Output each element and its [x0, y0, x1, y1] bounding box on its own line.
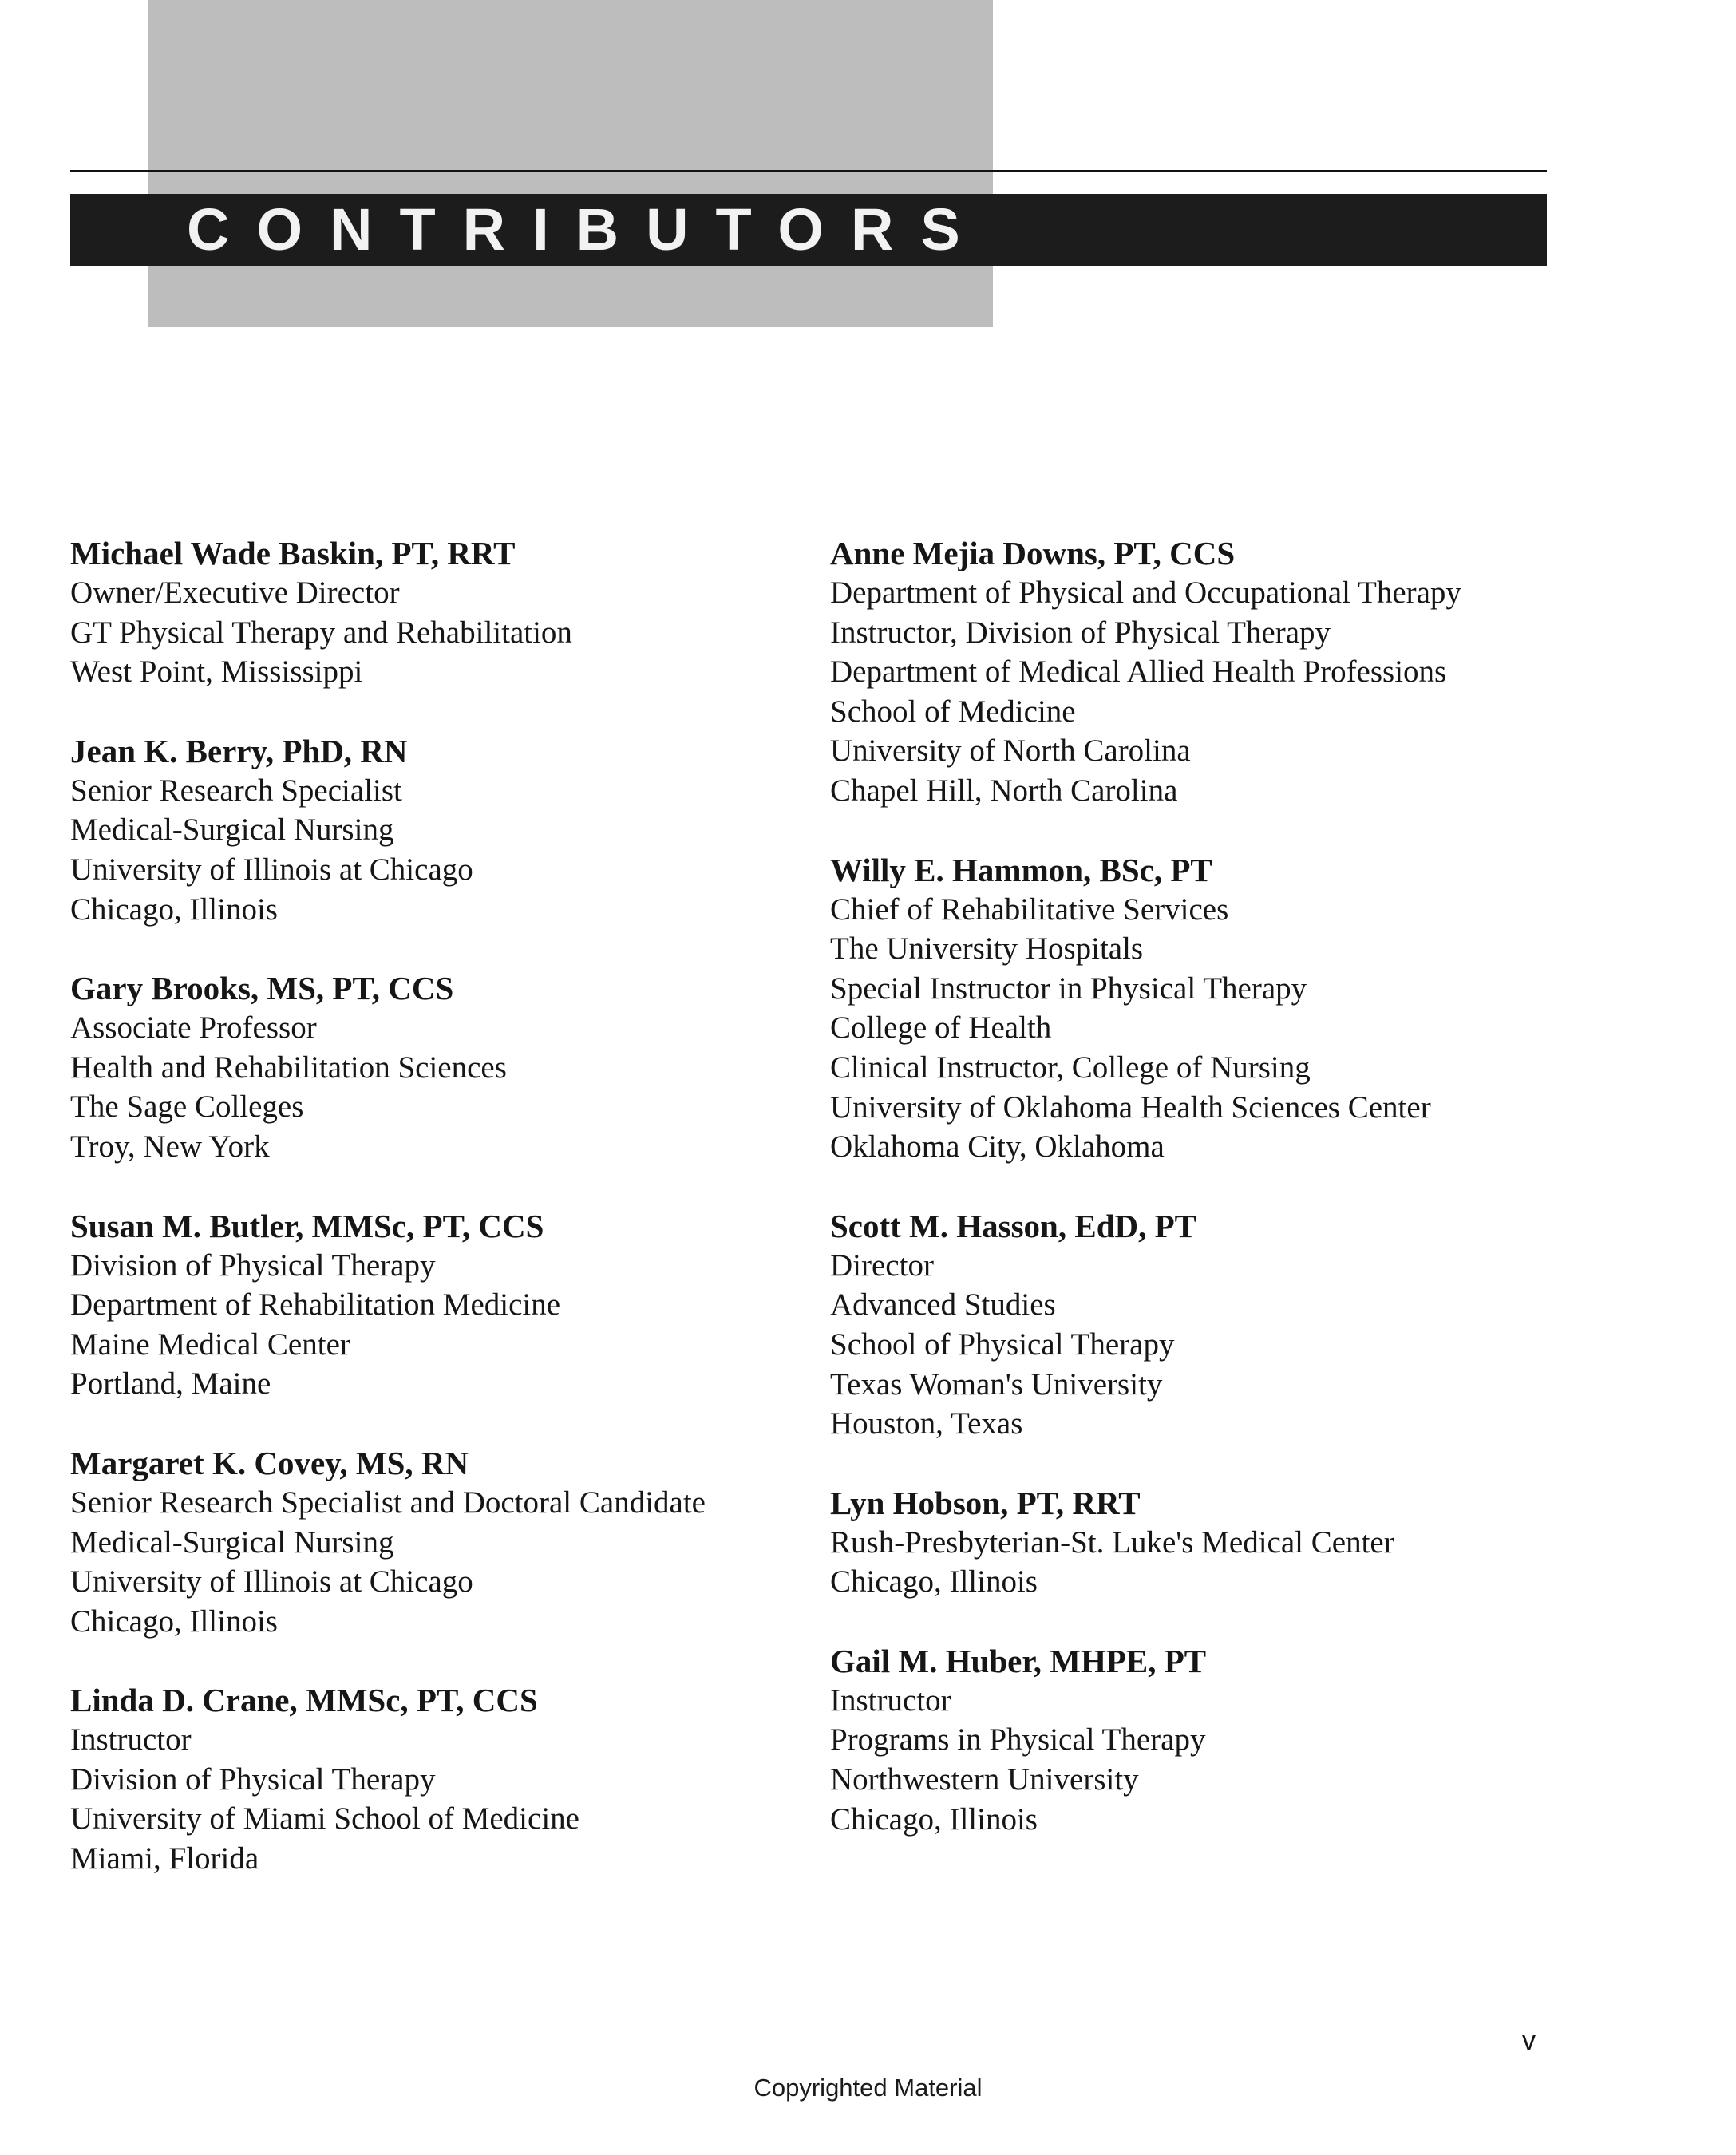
affiliation-line: Senior Research Specialist and Doctoral Candidate: [70, 1485, 706, 1520]
page-number: v: [1522, 2026, 1536, 2056]
affiliation-line: The Sage Colleges: [70, 1089, 304, 1125]
affiliation-line: School of Physical Therapy: [830, 1327, 1175, 1362]
contributor-name: Anne Mejia Downs, PT, CCS: [830, 535, 1236, 571]
affiliation-line: Department of Rehabilitation Medicine: [70, 1287, 561, 1323]
contributor-entry: [70, 1443, 868, 1641]
copyright-footer: Copyrighted Material: [753, 2074, 983, 2102]
contributor-entry: [70, 1680, 868, 1878]
affiliation-line: Health and Rehabilitation Sciences: [70, 1050, 507, 1085]
affiliation-line: Rush-Presbyterian-St. Luke's Medical Center: [830, 1524, 1394, 1560]
contributor-entry: [70, 731, 868, 929]
affiliation-line: Associate Professor: [70, 1010, 317, 1046]
header-gray-block: [148, 0, 993, 327]
contributor-entry: [830, 850, 1580, 1167]
contributor-name: Lyn Hobson, PT, RRT: [830, 1484, 1141, 1521]
contributor-name: Scott M. Hasson, EdD, PT: [830, 1207, 1197, 1244]
affiliation-line: Maine Medical Center: [70, 1327, 350, 1362]
contributor-entry: [830, 1483, 1580, 1602]
affiliation-line: Northwestern University: [830, 1762, 1139, 1797]
affiliation-line: Chicago, Illinois: [70, 1603, 278, 1639]
left-column: [70, 533, 868, 1918]
affiliation-line: Senior Research Specialist: [70, 773, 402, 808]
affiliation-line: Oklahoma City, Oklahoma: [830, 1129, 1165, 1164]
affiliation-line: Department of Medical Allied Health Professions: [830, 654, 1447, 690]
contributor-entry: [830, 1641, 1580, 1839]
contributor-name: Gary Brooks, MS, PT, CCS: [70, 970, 454, 1007]
contributor-name: Michael Wade Baskin, PT, RRT: [70, 535, 516, 571]
contributor-entry: [70, 968, 868, 1166]
affiliation-line: Medical-Surgical Nursing: [70, 813, 394, 848]
affiliation-line: University of North Carolina: [830, 733, 1191, 769]
affiliation-line: Owner/Executive Director: [70, 575, 400, 610]
contributor-entry: [70, 533, 868, 692]
contributor-name: Margaret K. Covey, MS, RN: [70, 1444, 469, 1481]
affiliation-line: Division of Physical Therapy: [70, 1762, 436, 1797]
affiliation-line: Houston, Texas: [830, 1406, 1023, 1441]
affiliation-line: School of Medicine: [830, 694, 1076, 729]
right-column: [830, 533, 1580, 1878]
affiliation-line: Texas Woman's University: [830, 1366, 1163, 1402]
affiliation-line: Instructor, Division of Physical Therapy: [830, 615, 1331, 650]
affiliation-line: Portland, Maine: [70, 1366, 271, 1402]
affiliation-line: The University Hospitals: [830, 931, 1144, 967]
affiliation-line: Chicago, Illinois: [830, 1564, 1038, 1599]
affiliation-line: University of Illinois at Chicago: [70, 1564, 473, 1599]
affiliation-line: University of Oklahoma Health Sciences Center: [830, 1089, 1431, 1125]
affiliation-line: Programs in Physical Therapy: [830, 1722, 1206, 1758]
affiliation-line: Medical-Surgical Nursing: [70, 1524, 394, 1560]
affiliation-line: Chief of Rehabilitative Services: [830, 892, 1229, 927]
affiliation-line: GT Physical Therapy and Rehabilitation: [70, 615, 572, 650]
affiliation-line: West Point, Mississippi: [70, 654, 363, 690]
affiliation-line: Troy, New York: [70, 1129, 270, 1164]
affiliation-line: University of Miami School of Medicine: [70, 1801, 579, 1837]
contributor-entry: [70, 1206, 868, 1404]
contributor-name: Susan M. Butler, MMSc, PT, CCS: [70, 1207, 544, 1244]
contributor-entry: [830, 533, 1580, 811]
header-rule: [70, 170, 1547, 172]
affiliation-line: Chicago, Illinois: [830, 1801, 1038, 1837]
header-banner: [70, 194, 1547, 266]
affiliation-line: Chicago, Illinois: [70, 892, 278, 927]
affiliation-line: Advanced Studies: [830, 1287, 1056, 1323]
page-title: CONTRIBUTORS: [187, 196, 987, 263]
affiliation-line: Director: [830, 1248, 934, 1283]
affiliation-line: Department of Physical and Occupational Therapy: [830, 575, 1461, 610]
affiliation-line: Special Instructor in Physical Therapy: [830, 971, 1307, 1006]
contributor-entry: [830, 1206, 1580, 1444]
contributor-name: Gail M. Huber, MHPE, PT: [830, 1642, 1207, 1679]
affiliation-line: Instructor: [70, 1722, 192, 1758]
affiliation-line: Chapel Hill, North Carolina: [830, 773, 1178, 808]
affiliation-line: University of Illinois at Chicago: [70, 852, 473, 887]
contributor-name: Willy E. Hammon, BSc, PT: [830, 851, 1212, 888]
affiliation-line: Miami, Florida: [70, 1841, 259, 1876]
affiliation-line: Clinical Instructor, College of Nursing: [830, 1050, 1311, 1085]
contributor-name: Jean K. Berry, PhD, RN: [70, 732, 408, 769]
affiliation-line: Instructor: [830, 1682, 951, 1718]
contributor-name: Linda D. Crane, MMSc, PT, CCS: [70, 1682, 538, 1719]
affiliation-line: College of Health: [830, 1010, 1052, 1046]
affiliation-line: Division of Physical Therapy: [70, 1248, 436, 1283]
